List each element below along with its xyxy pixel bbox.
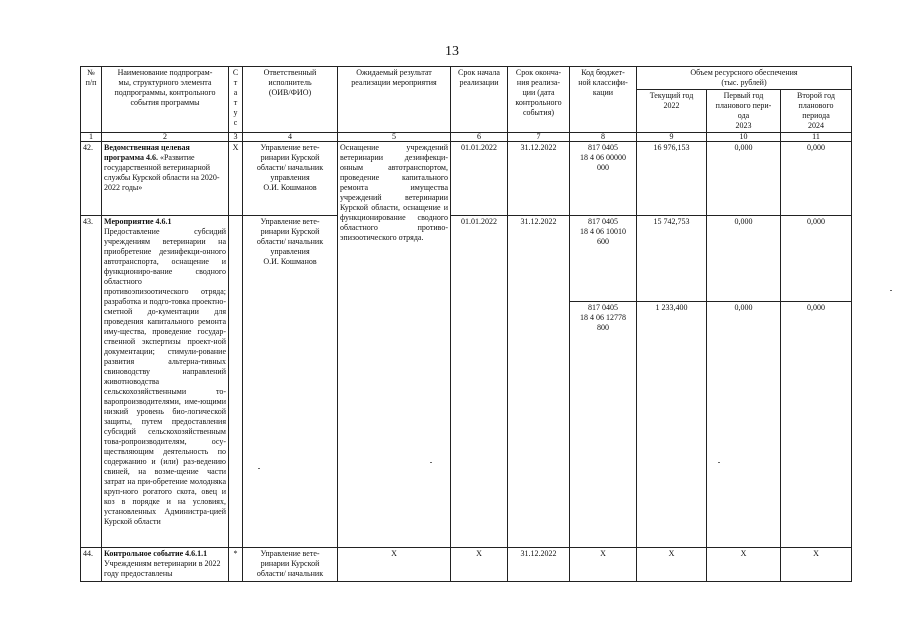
row-budget-code: X <box>570 548 637 582</box>
column-number: 6 <box>451 133 508 142</box>
header-num: № п/п <box>81 67 102 133</box>
row-number: 42. <box>81 142 102 216</box>
row-executor: Управление вете- ринарии Курской области/ начальник <box>243 548 338 582</box>
column-number: 3 <box>229 133 243 142</box>
column-number: 8 <box>570 133 637 142</box>
column-number-row <box>81 133 852 142</box>
row-name-text: Предоставление субсидий учреждениям ветеринарии на приобретение дезинфекци-онного автотранспорта, оснащение и функциониро-вание сводного областного противоэпизоотического отряда; разработка и подго-товка проектно-сметной до-кументации для проведения капитального ремонта иму-щества, проведение государ-ственной экспертизы проект-ной документации; стимули-рование развития альтерна-тивных свиноводству направлений животноводства сельскохозяйственными то-варопроизводителями, име-ющими низкий уровень био-логической защиты, путем предоставления субсидий сельскохозяйственным това-ропроизводителям, осу-ществляющим деятельность по содержанию и (или) раз-ведению свиней, на возме-щение части затрат на при-обретение молодняка круп-ного рогатого скота, овец и коз в порядке и на условиях, установленных Администра-цией Курской области <box>104 227 226 526</box>
row-status: X <box>229 142 243 216</box>
row-expected-result: Оснащение учреждений ветеринарии дезинфекци-онным автотранспортом, проведение капитального ремонта имущества учреждений ветеринарии Курской области, оснащение и функционирование сводного областного противо-эпизоотического отряда. <box>338 142 451 302</box>
column-number: 11 <box>781 133 852 142</box>
scan-speck <box>258 468 260 469</box>
row-value-first: X <box>707 548 781 582</box>
row-end-date: 31.12.2022 <box>508 216 570 548</box>
row-budget-code: 817 0405 18 4 06 00000 000 <box>570 142 637 216</box>
row-value-second: 0,000 <box>781 142 852 216</box>
row-value-first: 0,000 <box>707 216 781 302</box>
header-end: Срок оконча- ния реализа- ции (дата контрольного события) <box>508 67 570 133</box>
header-year-current: Текущий год 2022 <box>637 90 707 133</box>
row-name-bold: Контрольное событие 4.6.1.1 <box>104 549 208 558</box>
header-name: Наименование подпрограм- мы, структурного элемента подпрограммы, контрольного события программы <box>102 67 229 133</box>
row-status: * <box>229 548 243 582</box>
table-row-42 <box>81 142 852 216</box>
column-number: 4 <box>243 133 338 142</box>
column-number: 5 <box>338 133 451 142</box>
row-value-second: X <box>781 548 852 582</box>
row-name-bold: Ведомственная целевая программа 4.6. <box>104 143 190 162</box>
row-name <box>102 548 229 582</box>
row-expected-result: X <box>338 548 451 582</box>
row-value-current: 16 976,153 <box>637 142 707 216</box>
table-row-43 <box>81 216 852 302</box>
column-number: 7 <box>508 133 570 142</box>
row-value-first: 0,000 <box>707 302 781 548</box>
row-value-second: 0,000 <box>781 302 852 548</box>
scan-speck <box>890 290 892 291</box>
row-value-first: 0,000 <box>707 142 781 216</box>
row-number: 43. <box>81 216 102 548</box>
row-expected-result-continued <box>338 302 451 548</box>
row-start-date: 01.01.2022 <box>451 216 508 548</box>
header-code: Код бюджет- ной классифи- кации <box>570 67 637 133</box>
row-end-date: 31.12.2022 <box>508 548 570 582</box>
header-status: С т а т у с <box>229 67 243 133</box>
row-value-current: 1 233,400 <box>637 302 707 548</box>
row-name-text: «Развитие государственной ветеринарной службы Курской области на 2020-2022 годы» <box>104 153 220 192</box>
row-value-current: 15 742,753 <box>637 216 707 302</box>
resource-table <box>80 66 852 582</box>
header-executor: Ответственный исполнитель (ОИВ/ФИО) <box>243 67 338 133</box>
row-start-date: 01.01.2022 <box>451 142 508 216</box>
row-end-date: 31.12.2022 <box>508 142 570 216</box>
column-number: 9 <box>637 133 707 142</box>
row-name-text: Учреждениям ветеринарии в 2022 году предоставлены <box>104 559 221 578</box>
table-row-44 <box>81 548 852 582</box>
row-budget-code: 817 0405 18 4 06 12778 800 <box>570 302 637 548</box>
header-result: Ожидаемый результат реализации мероприятия <box>338 67 451 133</box>
row-status <box>229 216 243 548</box>
row-number: 44. <box>81 548 102 582</box>
column-number: 2 <box>102 133 229 142</box>
header-start: Срок начала реализации <box>451 67 508 133</box>
page-number: 13 <box>445 44 459 59</box>
column-number: 1 <box>81 133 102 142</box>
row-executor: Управление вете- ринарии Курской области/ начальник управления О.И. Кошманов <box>243 142 338 216</box>
column-number: 10 <box>707 133 781 142</box>
row-value-current: X <box>637 548 707 582</box>
row-value-second: 0,000 <box>781 216 852 302</box>
row-name-bold: Мероприятие 4.6.1 <box>104 217 172 226</box>
header-year-second: Второй год планового периода 2024 <box>781 90 852 133</box>
row-executor: Управление вете- ринарии Курской области/ начальник управления О.И. Кошманов <box>243 216 338 548</box>
scan-speck <box>718 462 720 463</box>
row-name <box>102 216 229 548</box>
row-name <box>102 142 229 216</box>
header-year-first: Первый год планового пери- ода 2023 <box>707 90 781 133</box>
header-volume: Объем ресурсного обеспечения (тыс. рублей) <box>637 67 852 90</box>
row-budget-code: 817 0405 18 4 06 10010 600 <box>570 216 637 302</box>
row-start-date: X <box>451 548 508 582</box>
scan-speck <box>430 462 432 463</box>
